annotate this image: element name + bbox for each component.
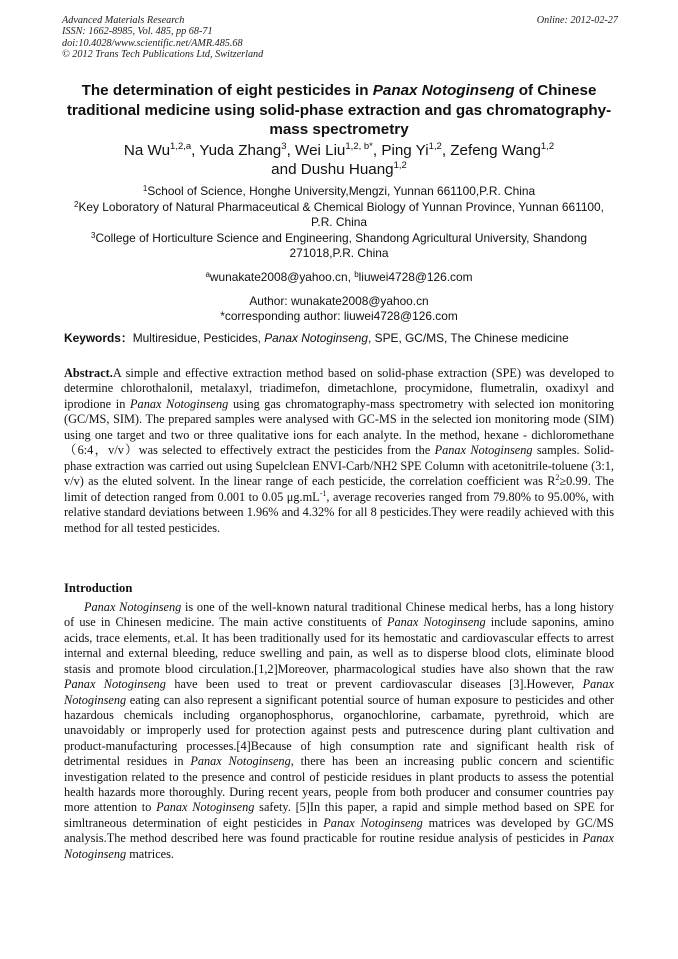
author: Zefeng Wang$^{1,2}$ [450, 141, 555, 159]
affiliation-3: $^3$College of Horticulture Science and Engineering, Shandong Agricultural University, Shandong 271018,P.R. China [90, 230, 587, 261]
title-part-1: The determination of eight pesticides in [81, 82, 373, 99]
copyright-line: © 2012 Trans Tech Publications Ltd, Switzerland [62, 49, 264, 61]
author: Na Wu$^{1,2,a}$, [123, 141, 200, 159]
intro-text: , there has been an increasing public concern and scientific investigation related to the presence and control of pesticide residues in plant products to assess the potential health hazards more thoroughly. During recent years, people from both producer and consumer countries pay more attention to [64, 754, 614, 815]
title-species: Panax Notoginseng [372, 82, 515, 99]
introduction-paragraph [64, 600, 614, 862]
running-header [62, 15, 618, 61]
title-part-2: of Chinese traditional medicine using solid-phase extraction and gas chromatography-mass spectrometry [66, 82, 612, 139]
author: Ping Yi$^{1,2}$, [381, 141, 451, 159]
issn-line: ISSN: 1662-8985, Vol. 485, pp 68-71 [62, 26, 213, 38]
author: Yuda Zhang$^3$, [199, 141, 296, 159]
doi-line: doi:10.4028/www.scientific.net/AMR.485.68 [62, 37, 243, 49]
species-name: Panax Notoginseng [64, 831, 614, 861]
author: and Dushu Huang$^{1,2}$ [271, 160, 407, 179]
species-name: Panax Notoginseng [386, 615, 486, 630]
abstract-label: Abstract. [64, 366, 113, 380]
intro-text: is one of the well-known natural traditional Chinese medical herbs, has a long history of use in Chinesen medicine. The main active constituents of [64, 600, 614, 630]
section-heading-introduction: Introduction [64, 581, 133, 595]
affiliation-1: $^1$School of Science, Honghe University,Mengzi, Yunnan 661100,P.R. China [142, 184, 536, 198]
affiliation-2: $^2$Key Loboratory of Natural Pharmaceutical & Chemical Biology of Yunnan Province, Yunnan 661100, P.R. China [74, 199, 604, 230]
species-name: Panax Notoginseng [84, 600, 182, 614]
species-name: Panax Notoginseng [156, 800, 255, 815]
intro-text: include saponins, amino acids, trace elements, et.al. It has been traditionally used for its hemostatic and cardiovascular effects to arrest internal and external bleeding, reduce swelling and pain, as well as to disperse blood clots, eliminate blood stasis and promote blood circulation.[1,2]Moreover, pharmacological studies have also shown that the raw [64, 615, 614, 676]
intro-text: safety. [5]In this paper, a rapid and simple method based on SPE for simltraneous determination of eight pesticides in [64, 800, 614, 830]
species-name: Panax Notoginseng [323, 815, 423, 830]
abstract: Abstract.A simple and effective extraction method based on solid-phase extraction (SPE) was developed to determine chlorothalonil, metalaxyl, triadimefon, dimetachlone, procymidone, flumetralin, oxadixyl and iprodione in Panax Notoginseng using gas chromatography-mass spectrometry with selected ion monitoring (GC/MS, SIM). The prepared samples were analysed with GC-MS in the selected ion monitoring mode (SIM) using one target and two or three qualitative ions for each analyte. In the method, hexane - dichloromethane（6:4，v/v）was selected to effectively extract the pesticides from the Panax Notoginseng samples. Solid-phase extraction was carried out using Supelclean ENVI-Carb/NH2 SPE Column with acetonitrile-toluene (3:1, v/v) as the eluted solvent. In the linear range of each pesticide, the correlation coefficient was $R^2\ge 0.99$. The limit of detection ranged from 0.001 to 0.05 $\mu g.mL^{-1}$, average recoveries ranged from 79.80% to 95.00%, with relative standard deviations between 1.96% and 4.32% for all 8 pesticides.They were readily achieved with this method for all tested pesticides. [64, 366, 615, 535]
intro-text: eating can also represent a significant potential source of human exposure to pesticides and other hazardous chemicals including organophosphorus, organochlorine, carbamate, pyrethroid, which are unavoidably or improperly used for protection against pests and putrescence during plant cultivation and product-manufacturing processes.[4]Because of high consumption rate and significant health risk of detrimental residues in [64, 692, 614, 769]
online-date: Online: 2012-02-27 [536, 15, 618, 26]
affiliations [64, 184, 614, 325]
author-contact: Author: wunakate2008@yahoo.cn [249, 293, 429, 308]
intro-text: matrices. [126, 846, 174, 861]
keywords: Keywords：Multiresidue, Pesticides, Panax Notoginseng, SPE, GC/MS, The Chinese medicine [64, 331, 569, 345]
email-line: $^a$wunakate2008@yahoo.cn, $^b$liuwei4728@126.com [205, 269, 473, 284]
species-name: Panax Notoginseng [64, 677, 166, 692]
author: Wei Liu$^{1,2, b*}$, [295, 141, 382, 159]
species-name: Panax Notoginseng [190, 754, 291, 769]
intro-text: matrices was developed by GC/MS analysis.The method described here was found practicable for routine residue analysis of pesticides in [64, 815, 615, 846]
journal-name: Advanced Materials Research [62, 15, 185, 26]
keywords-label: Keywords： [64, 331, 133, 345]
species-name: Panax Notoginseng [64, 677, 614, 707]
paper-title [52, 81, 626, 140]
author-list [52, 141, 626, 180]
corresponding-author: *corresponding author: liuwei4728@126.com [220, 309, 458, 324]
intro-text: have been used to treat or prevent cardiovascular diseases [3].However, [165, 677, 583, 692]
